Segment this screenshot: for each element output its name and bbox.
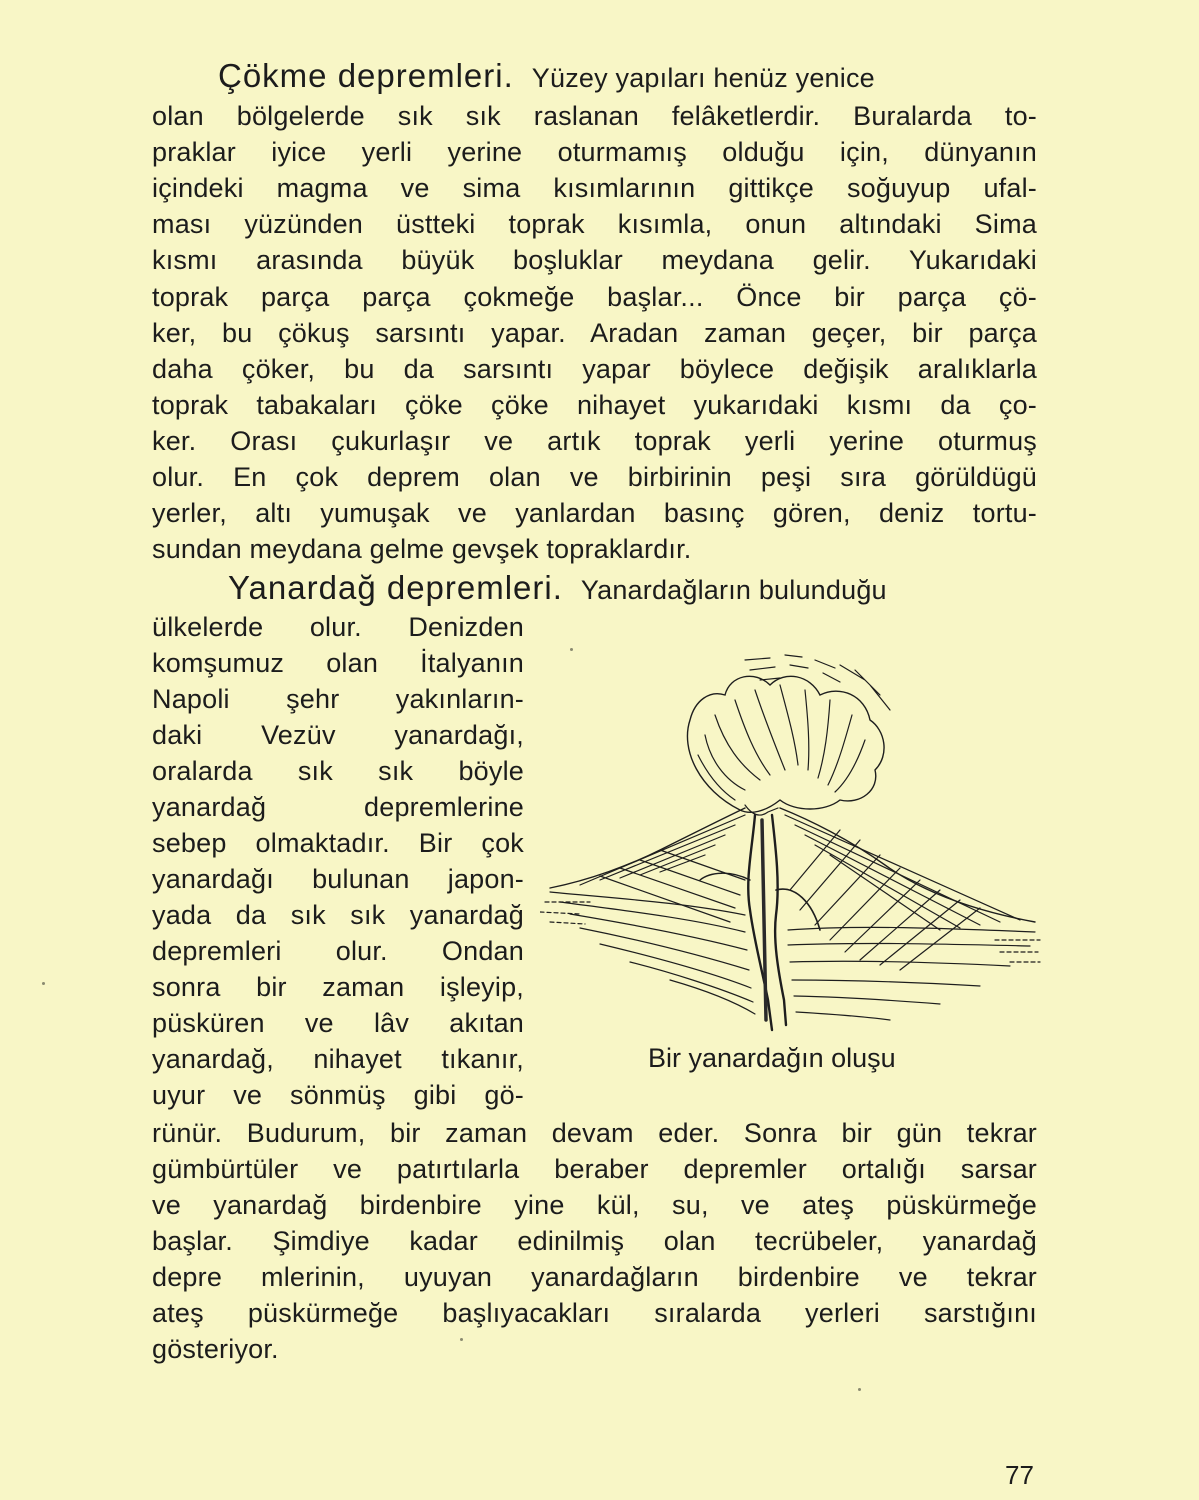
section1-line: ması yüzünden üstteki toprak kısımla, onun altındaki Sima: [152, 209, 1037, 239]
section2-heading: Yanardağ depremleri.: [228, 569, 563, 606]
section2-short-line: ülkelerde olur. Denizden: [152, 612, 524, 642]
section1-line: kısmı arasında büyük boşluklar meydana gelir. Yukarıdaki: [152, 245, 1037, 275]
section2-line: Yanardağların bulunduğu: [580, 575, 887, 605]
section2-line: depre mlerinin, uyuyan yanardağların birdenbire ve tekrar: [152, 1262, 1037, 1292]
section2-short-line: komşumuz olan İtalyanın: [152, 648, 524, 678]
section1-line: daha çöker, bu da sarsıntı yapar böylece değişik aralıklarla: [152, 354, 1037, 384]
paper-speck: [460, 1338, 463, 1341]
section1-line: olur. En çok deprem olan ve birbirinin peşi sıra görüldügü: [152, 462, 1037, 492]
section2-first-line: [228, 570, 887, 608]
section2-line: gösteriyor.: [152, 1334, 279, 1364]
section1-heading: Çökme depremleri.: [218, 57, 514, 94]
section2-short-line: oralarda sık sık böyle: [152, 756, 524, 786]
paper-speck: [858, 1388, 861, 1391]
section2-short-line: sonra bir zaman işleyip,: [152, 972, 524, 1002]
volcano-illustration: [540, 640, 1045, 1040]
section2-short-line: sebep olmaktadır. Bir çok: [152, 828, 524, 858]
section2-short-line: depremleri olur. Ondan: [152, 936, 524, 966]
section2-short-line: uyur ve sönmüş gibi gö-: [152, 1080, 524, 1110]
paper-speck: [42, 982, 45, 985]
section2-short-line: yanardağ, nihayet tıkanır,: [152, 1044, 524, 1074]
section1-line: sundan meydana gelme gevşek topraklardır.: [152, 534, 692, 564]
paper-speck: [570, 648, 573, 651]
section2-line: gümbürtüler ve patırtılarla beraber depremler ortalığı sarsar: [152, 1154, 1037, 1184]
section1-first-line: [218, 58, 875, 96]
section1-line: toprak parça parça çokmeğe başlar... Önce bir parça çö-: [152, 282, 1037, 312]
section1-line: içindeki magma ve sima kısımlarının gittikçe soğuyup ufal-: [152, 173, 1037, 203]
section1-line: ker, bu çökuş sarsıntı yapar. Aradan zaman geçer, bir parça: [152, 318, 1037, 348]
section1-line: praklar iyice yerli yerine oturmamış olduğu için, dünyanın: [152, 137, 1037, 167]
section2-short-line: daki Vezüv yanardağı,: [152, 720, 524, 750]
page-number: 77: [1005, 1460, 1034, 1490]
section1-line: olan bölgelerde sık sık raslanan felâketlerdir. Buralarda to-: [152, 101, 1037, 131]
figure-caption: Bir yanardağın oluşu: [648, 1043, 896, 1073]
section1-line: yerler, altı yumuşak ve yanlardan basınç gören, deniz tortu-: [152, 498, 1037, 528]
section2-line: başlar. Şimdiye kadar edinilmiş olan tecrübeler, yanardağ: [152, 1226, 1037, 1256]
section2-line: rünür. Budurum, bir zaman devam eder. Sonra bir gün tekrar: [152, 1118, 1037, 1148]
section1-line: ker. Orası çukurlaşır ve artık toprak yerli yerine oturmuş: [152, 426, 1037, 456]
section2-short-line: yanardağ depremlerine: [152, 792, 524, 822]
section2-short-line: yada da sık sık yanardağ: [152, 900, 524, 930]
section1-line: toprak tabakaları çöke çöke nihayet yukarıdaki kısmı da ço-: [152, 390, 1037, 420]
section2-short-line: püsküren ve lâv akıtan: [152, 1008, 524, 1038]
section1-line: Yüzey yapıları henüz yenice: [531, 63, 875, 93]
section2-line: ateş püskürmeğe başlıyacakları sıralarda yerleri sarstığını: [152, 1298, 1037, 1328]
section2-line: ve yanardağ birdenbire yine kül, su, ve ateş püskürmeğe: [152, 1190, 1037, 1220]
section2-short-line: yanardağı bulunan japon-: [152, 864, 524, 894]
section2-short-line: Napoli şehr yakınların-: [152, 684, 524, 714]
